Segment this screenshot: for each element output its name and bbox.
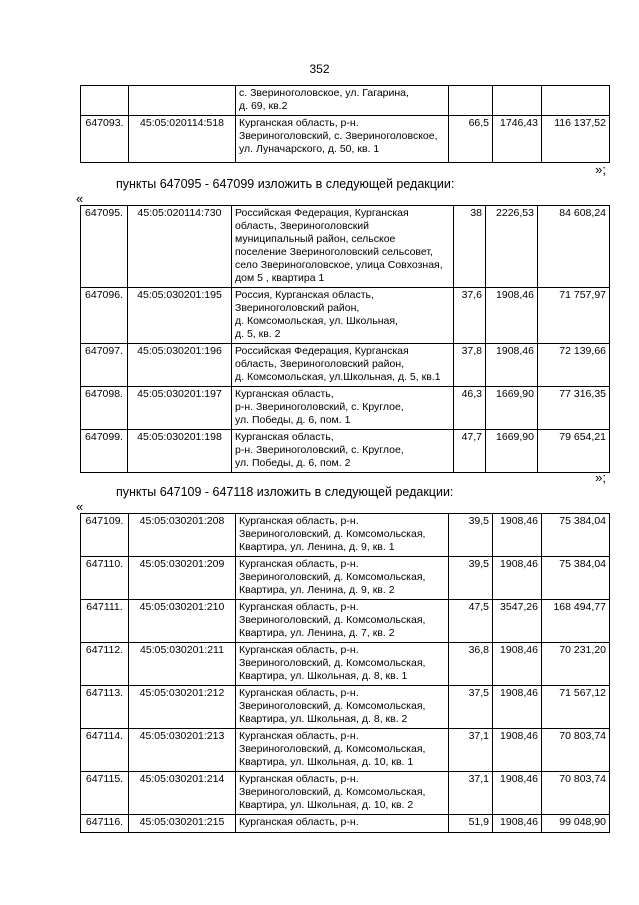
total-value-cell: 70 803,74	[542, 772, 610, 815]
page-number: 352	[309, 62, 330, 76]
unit-price-cell: 3547,26	[493, 600, 542, 643]
address-cell: Курганская область, р-н. Звериноголовский, д. Комсомольская, Квартира, ул. Школьная, д. 8, кв. 2	[236, 686, 449, 729]
table-row	[81, 729, 610, 772]
unit-price-cell	[493, 86, 542, 116]
address-cell: Курганская область, р-н. Звериноголовский, с. Круглое, ул. Победы, д. 6, пом. 1	[232, 387, 454, 430]
row-number: 647099.	[81, 430, 128, 473]
table-row	[81, 557, 610, 600]
total-value-cell: 75 384,04	[542, 514, 610, 557]
total-value-cell: 71 567,12	[542, 686, 610, 729]
address-cell: Курганская область, р-н.	[236, 815, 449, 833]
area-cell: 37,1	[449, 729, 493, 772]
unit-price-cell: 1908,46	[493, 729, 542, 772]
area-cell	[449, 86, 493, 116]
address-cell: Курганская область, р-н. Звериноголовский, с. Круглое, ул. Победы, д. 6, пом. 2	[232, 430, 454, 473]
unit-price-cell: 1908,46	[493, 815, 542, 833]
row-number: 647095.	[81, 206, 128, 288]
table-row	[81, 430, 610, 473]
table-row	[81, 686, 610, 729]
row-number: 647110.	[81, 557, 129, 600]
row-number: 647111.	[81, 600, 129, 643]
unit-price-cell: 1908,46	[493, 772, 542, 815]
cadastral-number: 45:05:030201:196	[128, 344, 232, 387]
area-cell: 37,8	[454, 344, 486, 387]
cadastral-number: 45:05:020114:730	[128, 206, 232, 288]
cadastral-number: 45:05:030201:215	[129, 815, 236, 833]
end-quote: »;	[595, 470, 606, 485]
unit-price-cell: 1908,46	[493, 514, 542, 557]
table-row	[81, 86, 610, 116]
row-number: 647112.	[81, 643, 129, 686]
address-cell: Курганская область, р-н. Звериноголовский, д. Комсомольская, Квартира, ул. Школьная, д. 10, кв. 2	[236, 772, 449, 815]
cadastral-number	[129, 86, 236, 116]
total-value-cell: 70 231,20	[542, 643, 610, 686]
cadastral-number: 45:05:030201:197	[128, 387, 232, 430]
table-row	[81, 514, 610, 557]
table-row	[81, 344, 610, 387]
address-cell: Курганская область, р-н. Звериноголовский, д. Комсомольская, Квартира, ул. Школьная, д. 8, кв. 1	[236, 643, 449, 686]
property-table-647109	[80, 513, 610, 833]
unit-price-cell: 1908,46	[493, 557, 542, 600]
end-quote: »;	[595, 162, 606, 177]
unit-price-cell: 1746,43	[493, 116, 542, 163]
table-row	[81, 643, 610, 686]
address-cell: Курганская область, р-н. Звериноголовский, с. Звериноголовское, ул. Луначарского, д. 50, кв. 1	[236, 116, 449, 163]
total-value-cell: 71 757,97	[538, 288, 610, 344]
unit-price-cell: 1669,90	[486, 430, 538, 473]
row-number: 647093.	[81, 116, 129, 163]
row-number: 647109.	[81, 514, 129, 557]
cadastral-number: 45:05:030201:209	[129, 557, 236, 600]
table-row	[81, 116, 610, 163]
total-value-cell: 75 384,04	[542, 557, 610, 600]
row-number: 647114.	[81, 729, 129, 772]
table-row	[81, 206, 610, 288]
unit-price-cell: 1908,46	[493, 686, 542, 729]
cadastral-number: 45:05:030201:195	[128, 288, 232, 344]
address-cell: Российская Федерация, Курганская область, Звериноголовский район, д. Комсомольская, ул.Школьная, д. 5, кв.1	[232, 344, 454, 387]
table-row	[81, 815, 610, 833]
row-number	[81, 86, 129, 116]
total-value-cell: 84 608,24	[538, 206, 610, 288]
section-heading-647109: пункты 647109 - 647118 изложить в следующей редакции:	[116, 485, 454, 499]
cadastral-number: 45:05:030201:212	[129, 686, 236, 729]
table-row	[81, 288, 610, 344]
area-cell: 47,5	[449, 600, 493, 643]
total-value-cell: 116 137,52	[542, 116, 610, 163]
cadastral-number: 45:05:030201:211	[129, 643, 236, 686]
row-number: 647097.	[81, 344, 128, 387]
table-row	[81, 387, 610, 430]
address-cell: Россия, Курганская область, Звериноголовский район, д. Комсомольская, ул. Школьная, д. 5, кв. 2	[232, 288, 454, 344]
row-number: 647116.	[81, 815, 129, 833]
address-cell: Курганская область, р-н. Звериноголовский, д. Комсомольская, Квартира, ул. Ленина, д. 9, кв. 1	[236, 514, 449, 557]
total-value-cell: 72 139,66	[538, 344, 610, 387]
address-cell: Курганская область, р-н. Звериноголовский, д. Комсомольская, Квартира, ул. Ленина, д. 7, кв. 2	[236, 600, 449, 643]
cadastral-number: 45:05:030201:210	[129, 600, 236, 643]
total-value-cell	[542, 86, 610, 116]
section-heading-647095: пункты 647095 - 647099 изложить в следующей редакции:	[116, 177, 455, 191]
cadastral-number: 45:05:030201:214	[129, 772, 236, 815]
area-cell: 38	[454, 206, 486, 288]
unit-price-cell: 2226,53	[486, 206, 538, 288]
area-cell: 37,6	[454, 288, 486, 344]
property-table-647095	[80, 205, 610, 473]
unit-price-cell: 1908,46	[486, 344, 538, 387]
area-cell: 36,8	[449, 643, 493, 686]
area-cell: 51,9	[449, 815, 493, 833]
address-cell: с. Звериноголовское, ул. Гагарина, д. 69, кв.2	[236, 86, 449, 116]
row-number: 647096.	[81, 288, 128, 344]
row-number: 647098.	[81, 387, 128, 430]
total-value-cell: 99 048,90	[542, 815, 610, 833]
cadastral-number: 45:05:030201:213	[129, 729, 236, 772]
unit-price-cell: 1669,90	[486, 387, 538, 430]
cadastral-number: 45:05:030201:198	[128, 430, 232, 473]
area-cell: 47,7	[454, 430, 486, 473]
address-cell: Курганская область, р-н. Звериноголовский, д. Комсомольская, Квартира, ул. Школьная, д. 10, кв. 1	[236, 729, 449, 772]
area-cell: 46,3	[454, 387, 486, 430]
open-quote: «	[76, 499, 84, 514]
area-cell: 37,1	[449, 772, 493, 815]
unit-price-cell: 1908,46	[493, 643, 542, 686]
total-value-cell: 79 654,21	[538, 430, 610, 473]
cadastral-number: 45:05:030201:208	[129, 514, 236, 557]
row-number: 647113.	[81, 686, 129, 729]
open-quote: «	[76, 191, 84, 206]
cadastral-number: 45:05:020114:518	[129, 116, 236, 163]
total-value-cell: 77 316,35	[538, 387, 610, 430]
property-table-continued	[80, 85, 610, 163]
area-cell: 66,5	[449, 116, 493, 163]
address-cell: Российская Федерация, Курганская область, Звериноголовский муниципальный район, сельское поселение Звериноголовский сельсовет, село Звериноголовское, улица Совхозная, дом 5 , квартира 1	[232, 206, 454, 288]
table-row	[81, 772, 610, 815]
table-row	[81, 600, 610, 643]
address-cell: Курганская область, р-н. Звериноголовский, д. Комсомольская, Квартира, ул. Ленина, д. 9, кв. 2	[236, 557, 449, 600]
unit-price-cell: 1908,46	[486, 288, 538, 344]
area-cell: 39,5	[449, 557, 493, 600]
area-cell: 39,5	[449, 514, 493, 557]
total-value-cell: 168 494,77	[542, 600, 610, 643]
total-value-cell: 70 803,74	[542, 729, 610, 772]
area-cell: 37,5	[449, 686, 493, 729]
row-number: 647115.	[81, 772, 129, 815]
